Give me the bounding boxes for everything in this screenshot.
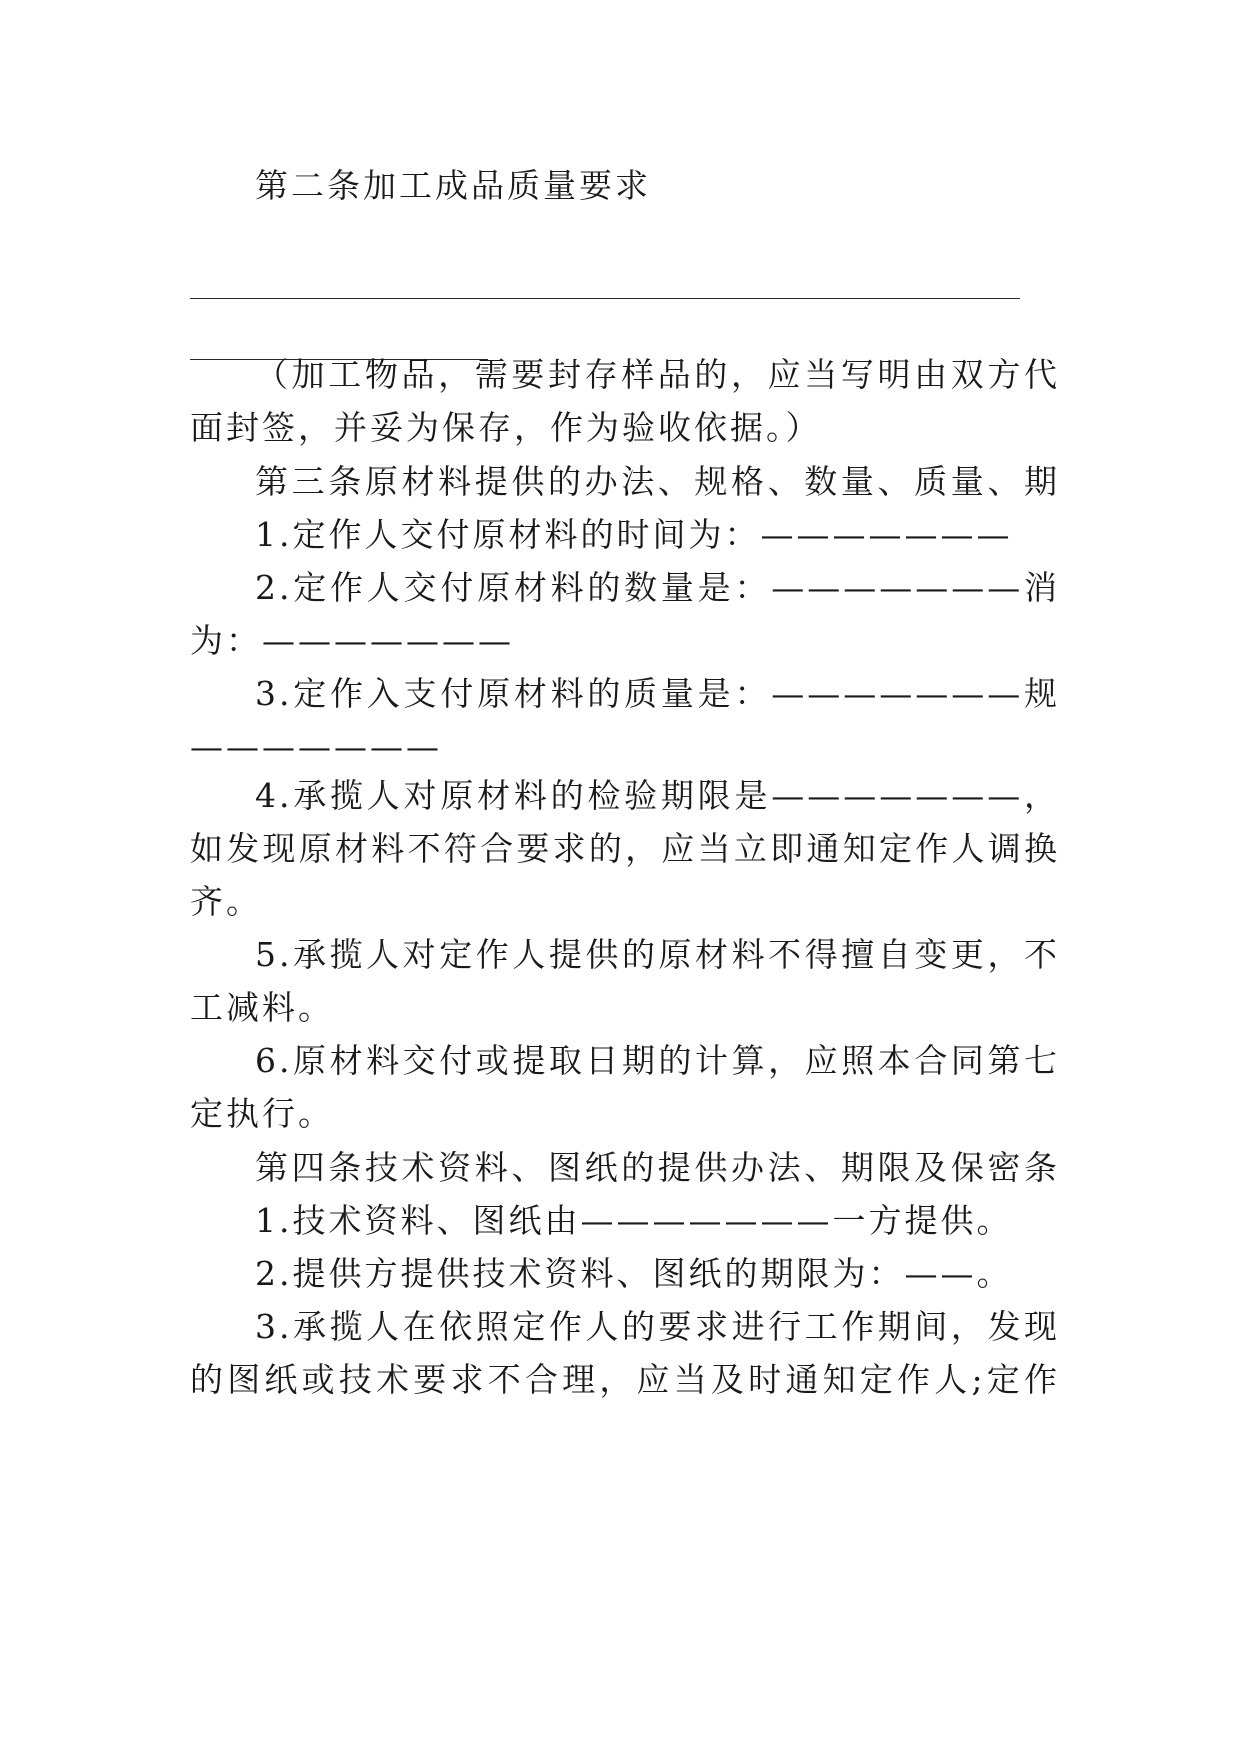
- clause-3-3-line-2: ———————: [190, 727, 442, 766]
- clause-3-4-line-1: 4.承揽人对原材料的检验期限是———————，: [255, 776, 1060, 815]
- clause-3-4-line-3: 齐。: [190, 882, 262, 921]
- clause-3-4-line-2: 如发现原材料不符合要求的，应当立即通知定作人调换: [190, 829, 1060, 868]
- clause-3-5-line-2: 工减料。: [190, 988, 334, 1027]
- sample-note-line-1: （加工物品，需要封存样品的，应当写明由双方代: [255, 355, 1060, 394]
- clause-3-2-line-2: 为：———————: [190, 621, 514, 660]
- clause-3-5-line-1: 5.承揽人对定作人提供的原材料不得擅自变更，不: [255, 935, 1060, 974]
- blank-fill-line-long: [190, 298, 1020, 299]
- sample-note-line-2: 面封签，并妥为保存，作为验收依据。）: [190, 408, 822, 447]
- article-3-heading: 第三条原材料提供的办法、规格、数量、质量、期: [255, 462, 1060, 501]
- clause-4-2: 2.提供方提供技术资料、图纸的期限为：——。: [255, 1254, 1013, 1293]
- article-4-heading: 第四条技术资料、图纸的提供办法、期限及保密条: [255, 1148, 1060, 1187]
- clause-4-1: 1.技术资料、图纸由———————一方提供。: [255, 1201, 1013, 1240]
- clause-3-3-line-1: 3.定作入支付原材料的质量是：———————规: [255, 674, 1060, 713]
- clause-3-6-line-1: 6.原材料交付或提取日期的计算，应照本合同第七: [255, 1041, 1060, 1080]
- clause-3-1: 1.定作人交付原材料的时间为：———————: [255, 515, 1013, 554]
- clause-4-3-line-1: 3.承揽人在依照定作人的要求进行工作期间，发现: [255, 1307, 1060, 1346]
- clause-4-3-line-2: 的图纸或技术要求不合理，应当及时通知定作人;定作: [190, 1360, 1060, 1399]
- clause-3-6-line-2: 定执行。: [190, 1094, 334, 1133]
- clause-3-2-line-1: 2.定作人交付原材料的数量是：———————消: [255, 568, 1060, 607]
- article-2-heading: 第二条加工成品质量要求: [255, 166, 651, 205]
